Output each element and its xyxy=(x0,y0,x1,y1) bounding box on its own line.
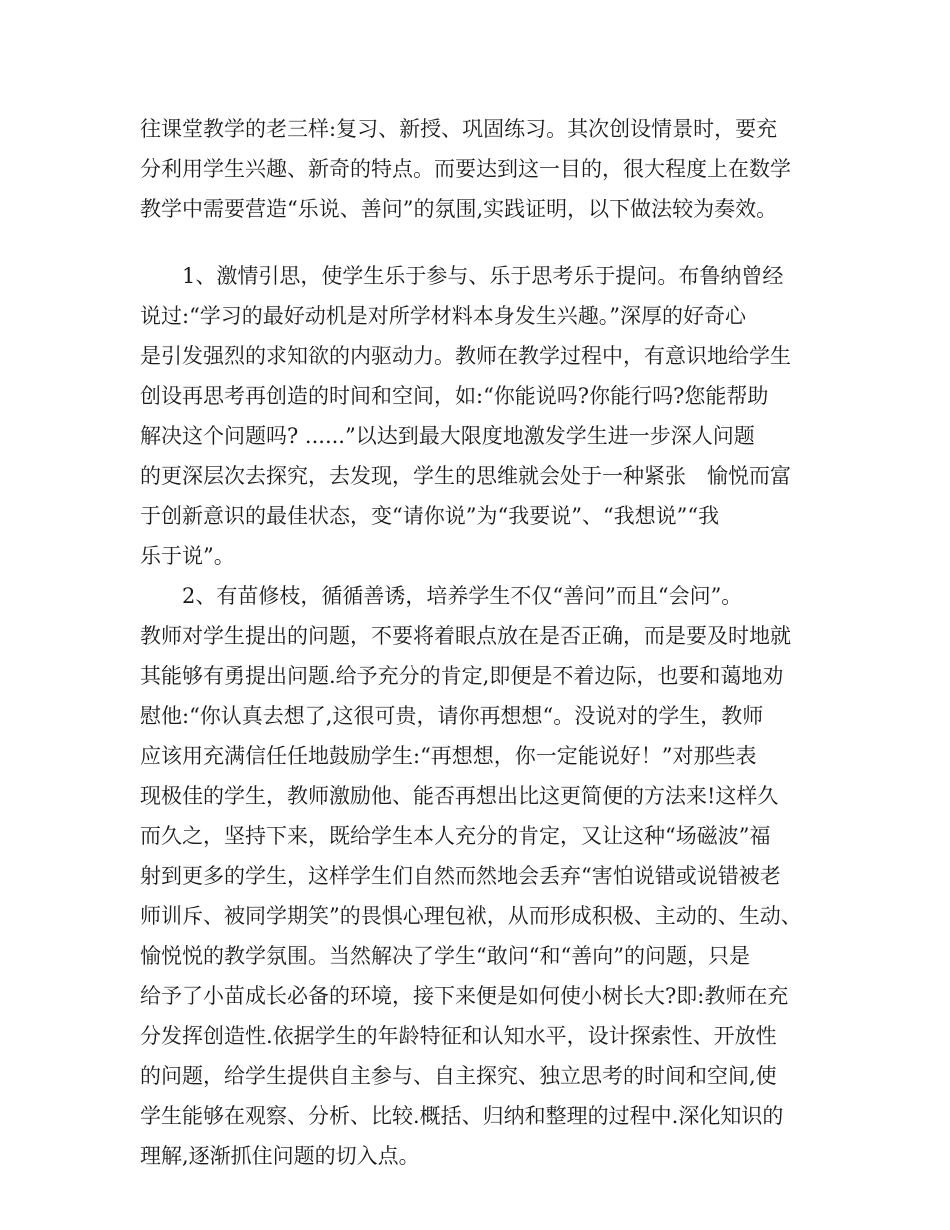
point2-line: 教师对学生提出的问题，不要将着眼点放在是否正确，而是要及时地就 xyxy=(140,624,791,648)
point2-line: 其能够有勇提出问题.给予充分的肯定,即便是不着边际，也要和蔼地劝 xyxy=(140,664,784,688)
point1-line: 的更深层次去探究，去发现，学生的思维就会处于一种紧张 愉悦而富 xyxy=(140,464,791,488)
point2-line: 射到更多的学生，这样学生们自然而然地会丢弃“害怕说错或说错被老 xyxy=(140,864,781,888)
point2-line: 分发挥创造性.依据学生的年龄特征和认知水平，设计探索性、开放性 xyxy=(140,1024,777,1048)
point2-line: 学生能够在观察、分析、比较.概括、归纳和整理的过程中.深化知识的 xyxy=(140,1104,784,1128)
point1-line: 解决这个问题吗? ......”以达到最大限度地激发学生进一步深人问题 xyxy=(140,424,755,448)
point2-line: 理解,逐渐抓住问题的切入点。 xyxy=(140,1144,420,1168)
point2-line: 而久之，坚持下来，既给学生本人充分的肯定，又让这种“场磁波”福 xyxy=(140,824,771,848)
point2-line: 的问题，给学生提供自主参与、自主探究、独立思考的时间和空间,使 xyxy=(140,1064,777,1088)
point1-line: 是引发强烈的求知欲的内驱动力。教师在教学过程中，有意识地给学生 xyxy=(140,344,791,368)
intro-line: 分利用学生兴趣、新奇的特点。而要达到这一目的，很大程度上在数学 xyxy=(140,157,791,181)
point2-line: 现极佳的学生，教师激励他、能否再想出比这更简便的方法来!这样久 xyxy=(140,784,779,808)
point2-line: 慰他:“你认真去想了,这很可贵，请你再想想“。没说对的学生，教师 xyxy=(140,704,764,728)
point1-line: 说过:“学习的最好动机是对所学材料本身发生兴趣。”深厚的好奇心 xyxy=(140,304,747,328)
point2-line: 师训斥、被同学期笑”的畏惧心理包袱，从而形成积极、主动的、生动、 xyxy=(140,904,802,928)
point2-line: 给予了小苗成长必备的环境，接下来便是如何使小树长大?即:教师在充 xyxy=(140,984,789,1008)
point1-line: 于创新意识的最佳状态，变“请你说”为“我要说”、“我想说”“我 xyxy=(140,504,720,528)
point1-line: 乐于说”。 xyxy=(140,544,235,568)
point2-line: 愉悦悦的教学氛围。当然解决了学生“敢问“和“善向”的问题，只是 xyxy=(140,944,750,968)
intro-line: 往课堂教学的老三样:复习、新授、巩固练习。其次创设情景时，要充 xyxy=(140,117,778,141)
point2-line: 2、有苗修枝，循循善诱，培养学生不仅“善问”而且“会问”。 xyxy=(182,584,743,608)
intro-line: 教学中需要营造“乐说、善问”的氛围,实践证明，以下做法较为奏效。 xyxy=(140,197,778,221)
point1-line: 创设再思考再创造的时间和空间，如:“你能说吗?你能行吗?您能帮助 xyxy=(140,384,769,408)
point2-line: 应该用充满信任任地鼓励学生:“再想想，你一定能说好！”对那些表 xyxy=(140,744,757,768)
point1-line: 1、激情引思，使学生乐于参与、乐于思考乐于提问。布鲁纳曾经 xyxy=(182,264,784,288)
